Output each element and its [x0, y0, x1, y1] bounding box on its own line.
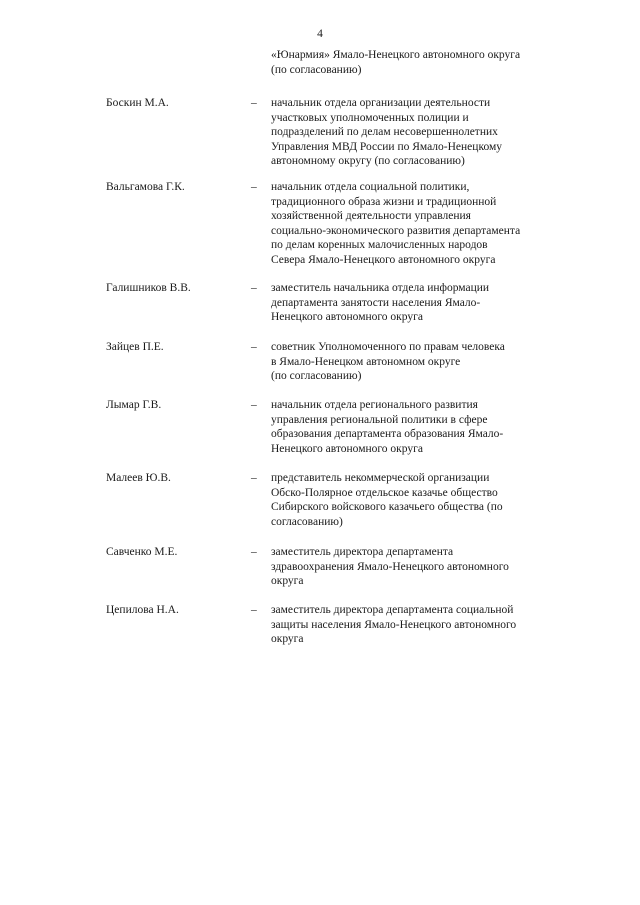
text-line: начальник отдела регионального развития: [271, 399, 478, 411]
member-position: [271, 281, 611, 325]
member-name: Галишников В.В.: [106, 282, 191, 294]
dash-separator: –: [251, 282, 257, 294]
text-line: участковых уполномоченных полиции и: [271, 111, 469, 124]
text-line: хозяйственной деятельности управления: [271, 210, 471, 223]
text-line: представитель некоммерческой организации: [271, 472, 490, 484]
member-name: Савченко М.Е.: [106, 546, 178, 558]
text-line: начальник отдела социальной политики,: [271, 181, 470, 193]
text-line: заместитель директора департамента: [271, 546, 454, 558]
text-line: традиционного образа жизни и традиционной: [271, 195, 497, 208]
text-line: департамента занятости населения Ямало-: [271, 296, 481, 309]
member-name: Лымар Г.В.: [106, 399, 162, 411]
member-position: [271, 340, 611, 384]
text-line: Управления МВД России по Ямало-Ненецкому: [271, 140, 503, 153]
dash-separator: –: [251, 399, 257, 411]
text-line: здравоохранения Ямало-Ненецкого автономного: [271, 560, 509, 573]
member-position: [271, 471, 611, 529]
member-position: [271, 398, 611, 456]
member-name: Цепилова Н.А.: [106, 604, 179, 616]
member-position: [271, 96, 611, 169]
text-line: защиты населения Ямало-Ненецкого автономного: [271, 618, 517, 631]
text-line: управления региональной политики в сфере: [271, 413, 488, 426]
text-line: заместитель начальника отдела информации: [271, 282, 490, 294]
dash-separator: –: [251, 546, 257, 558]
member-name: Боскин М.А.: [106, 97, 169, 109]
text-line: Севера Ямало-Ненецкого автономного округа: [271, 253, 496, 266]
page-number: 4: [317, 28, 323, 40]
text-line: Обско-Полярное отдельское казачье общество: [271, 486, 498, 499]
text-line: Ненецкого автономного округа: [271, 311, 423, 324]
dash-separator: –: [251, 97, 257, 109]
text-line: (по согласованию): [271, 63, 362, 76]
text-line: заместитель директора департамента социальной: [271, 604, 514, 616]
member-position: [271, 603, 611, 647]
dash-separator: –: [251, 472, 257, 484]
text-line: начальник отдела организации деятельности: [271, 97, 491, 109]
text-line: образования департамента образования Ямало-: [271, 428, 504, 441]
text-line: согласованию): [271, 515, 343, 528]
member-name: Вальгамова Г.К.: [106, 181, 185, 193]
continuation-text: [271, 48, 611, 77]
dash-separator: –: [251, 341, 257, 353]
text-line: округа: [271, 575, 304, 588]
text-line: Сибирского войскового казачьего общества (по: [271, 501, 503, 514]
dash-separator: –: [251, 604, 257, 616]
text-line: (по согласованию): [271, 370, 362, 383]
text-line: в Ямало-Ненецком автономном округе: [271, 355, 461, 368]
text-line: советник Уполномоченного по правам человека: [271, 341, 505, 353]
text-line: округа: [271, 633, 304, 646]
member-name: Зайцев П.Е.: [106, 341, 164, 353]
text-line: подразделений по делам несовершеннолетних: [271, 126, 498, 139]
text-line: автономному округу (по согласованию): [271, 155, 465, 168]
text-line: по делам коренных малочисленных народов: [271, 239, 488, 252]
member-position: [271, 180, 611, 268]
text-line: «Юнармия» Ямало-Ненецкого автономного округа: [271, 49, 521, 61]
dash-separator: –: [251, 181, 257, 193]
text-line: Ненецкого автономного округа: [271, 442, 423, 455]
member-name: Малеев Ю.В.: [106, 472, 171, 484]
member-position: [271, 545, 611, 589]
text-line: социально-экономического развития департамента: [271, 224, 521, 237]
